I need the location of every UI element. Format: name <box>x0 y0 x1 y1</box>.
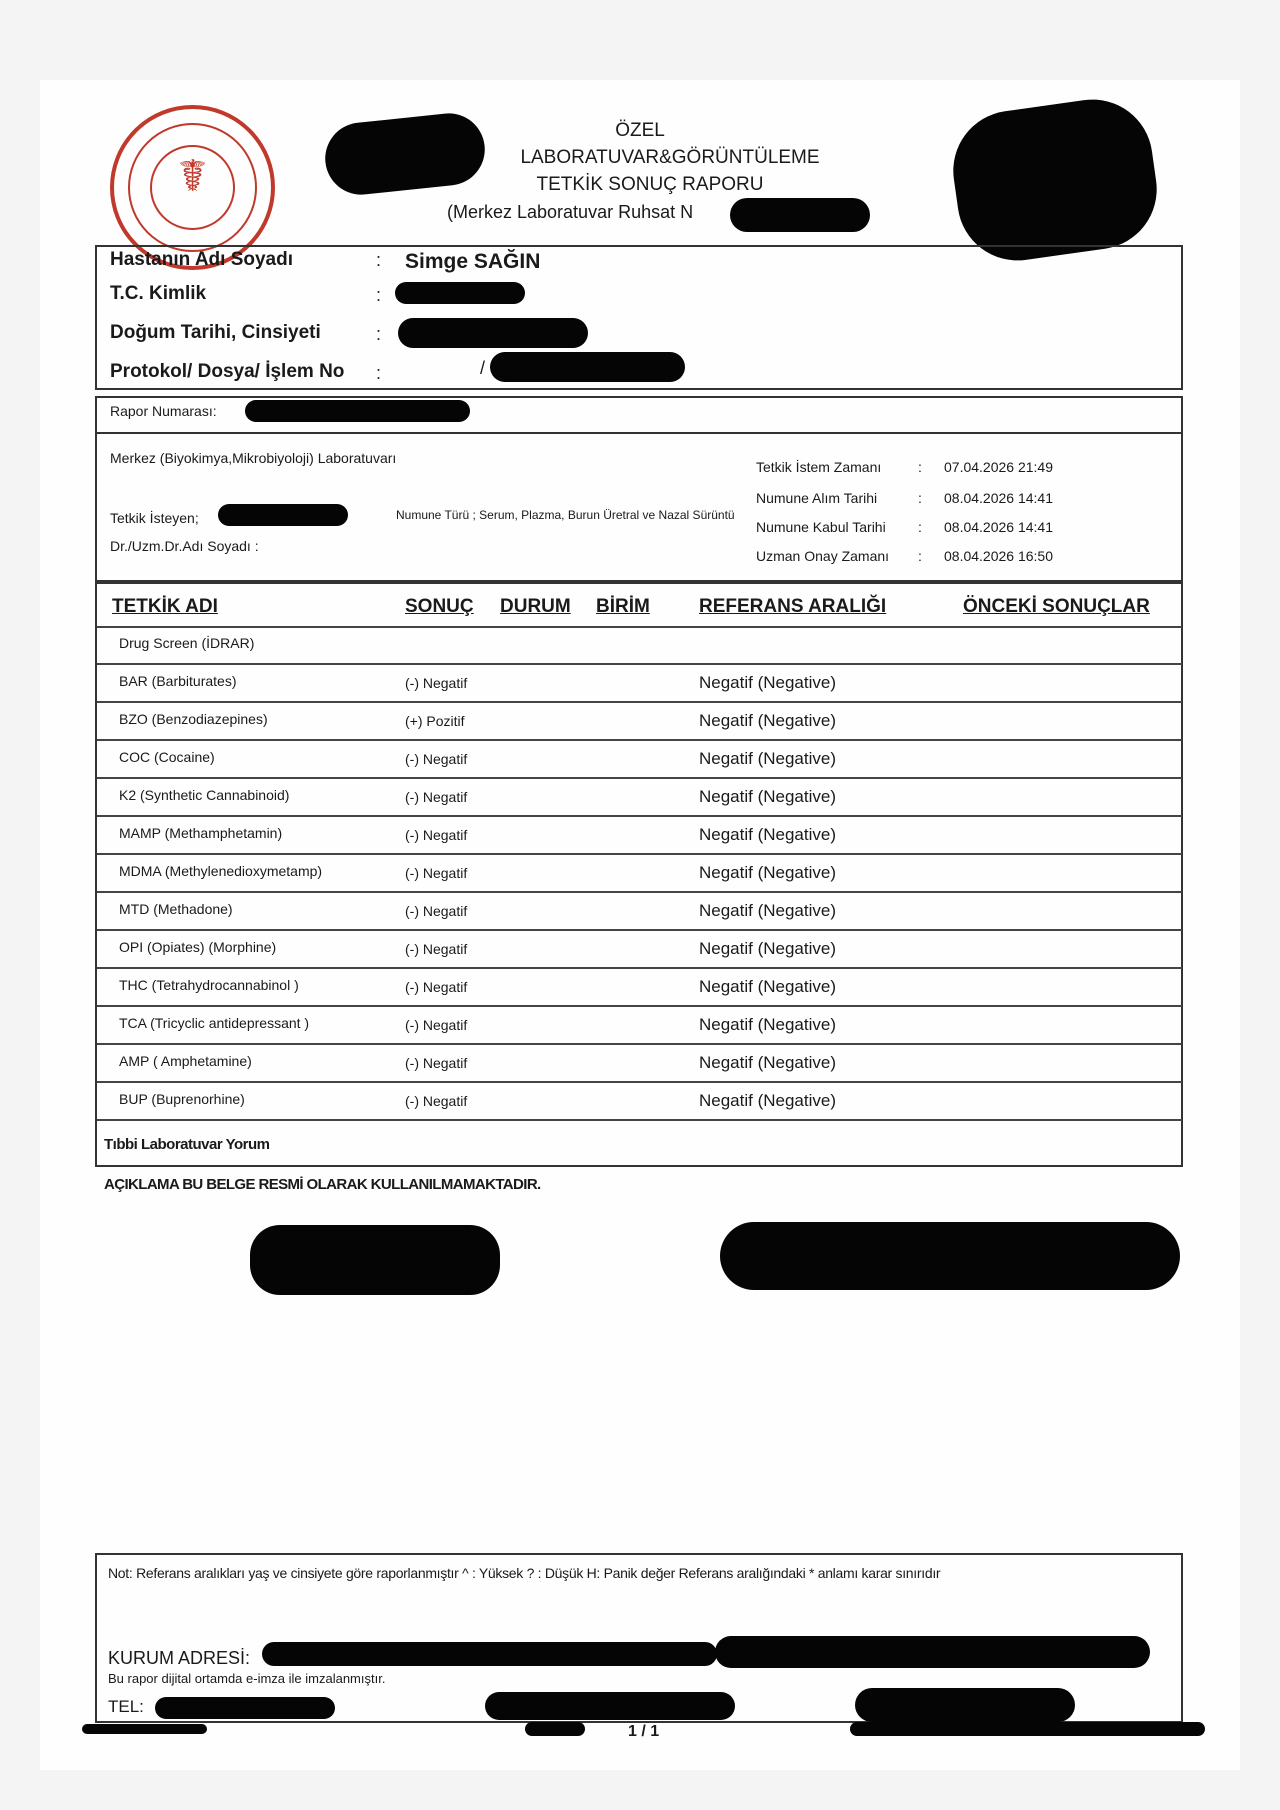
approval-time-value: 08.04.2026 16:50 <box>944 548 1053 564</box>
col-result: SONUÇ <box>405 596 474 617</box>
header-lab: LABORATUVAR&GÖRÜNTÜLEME <box>520 147 820 168</box>
redaction <box>82 1724 207 1734</box>
tel-label: TEL: <box>108 1697 144 1716</box>
table-row: K2 (Synthetic Cannabinoid) (-) Negatif Negatif (Negative) <box>97 779 1182 817</box>
table-row: COC (Cocaine) (-) Negatif Negatif (Negative) <box>97 741 1182 779</box>
accept-date-label: Numune Kabul Tarihi <box>756 519 886 535</box>
protocol-label: Protokol/ Dosya/ İşlem No <box>110 361 345 382</box>
page-number: 1 / 1 <box>628 1723 660 1740</box>
table-row: MTD (Methadone) (-) Negatif Negatif (Negative) <box>97 893 1182 931</box>
request-time-label: Tetkik İstem Zamanı <box>756 459 882 475</box>
approval-time-label: Uzman Onay Zamanı <box>756 548 890 564</box>
group-name: Drug Screen (İDRAR) <box>119 635 255 651</box>
redaction <box>485 1692 735 1720</box>
redaction <box>730 198 870 232</box>
col-reference: REFERANS ARALIĞI <box>699 596 887 617</box>
lab-name: Merkez (Biyokimya,Mikrobiyoloji) Laboratuvarı <box>110 450 397 466</box>
signature-redaction <box>250 1225 500 1295</box>
redaction <box>855 1688 1075 1722</box>
redaction <box>155 1697 335 1719</box>
reference-note: Not: Referans aralıkları yaş ve cinsiyete göre raporlanmıştır ^ : Yüksek ? : Düşük H: Panik değer Referans aralığındaki * anlamı karar sınırıdır <box>108 1565 941 1581</box>
table-row: THC (Tetrahydrocannabinol ) (-) Negatif Negatif (Negative) <box>97 969 1182 1007</box>
tc-label: T.C. Kimlik <box>110 283 207 304</box>
lab-comment-label: Tıbbi Laboratuvar Yorum <box>104 1136 270 1153</box>
redaction <box>715 1636 1150 1668</box>
redaction <box>218 504 348 526</box>
table-row: BZO (Benzodiazepines) (+) Pozitif Negatif (Negative) <box>97 703 1182 741</box>
table-row: MDMA (Methylenedioxymetamp) (-) Negatif Negatif (Negative) <box>97 855 1182 893</box>
redaction <box>398 318 588 348</box>
report-number-label: Rapor Numarası: <box>110 403 217 419</box>
ministry-seal-icon: ☤ <box>110 105 275 270</box>
sample-date-label: Numune Alım Tarihi <box>756 490 878 506</box>
table-row: OPI (Opiates) (Morphine) (-) Negatif Negatif (Negative) <box>97 931 1182 969</box>
table-group-row <box>97 627 1182 665</box>
accept-date-value: 08.04.2026 14:41 <box>944 519 1053 535</box>
patient-name-label: Hastanın Adı Soyadı <box>110 249 293 270</box>
redaction <box>245 400 470 422</box>
e-signature-note: Bu rapor dijital ortamda e-imza ile imzalanmıştır. <box>108 1671 386 1686</box>
col-previous: ÖNCEKİ SONUÇLAR <box>963 596 1150 617</box>
dob-gender-label: Doğum Tarihi, Cinsiyeti <box>110 322 321 343</box>
request-time-value: 07.04.2026 21:49 <box>944 459 1053 475</box>
header-license: (Merkez Laboratuvar Ruhsat N <box>447 202 694 222</box>
table-row: BAR (Barbiturates) (-) Negatif Negatif (Negative) <box>97 665 1182 703</box>
table-row: AMP ( Amphetamine) (-) Negatif Negatif (Negative) <box>97 1045 1182 1083</box>
redaction <box>525 1722 585 1736</box>
address-label: KURUM ADRESİ: <box>108 1648 251 1668</box>
col-status: DURUM <box>500 596 571 617</box>
sample-date-value: 08.04.2026 14:41 <box>944 490 1053 506</box>
redaction <box>490 352 685 382</box>
official-use-notice: AÇIKLAMA BU BELGE RESMİ OLARAK KULLANILMAMAKTADIR. <box>104 1176 541 1193</box>
redaction <box>395 282 525 304</box>
table-row: MAMP (Methamphetamin) (-) Negatif Negatif (Negative) <box>97 817 1182 855</box>
table-row: BUP (Buprenorhine) (-) Negatif Negatif (Negative) <box>97 1083 1182 1121</box>
redaction <box>850 1722 1205 1736</box>
signature-redaction <box>720 1222 1180 1290</box>
header-ozel: ÖZEL <box>615 120 665 141</box>
sample-type: Numune Türü ; Serum, Plazma, Burun Üretral ve Nazal Sürüntü <box>396 508 735 522</box>
col-test-name: TETKİK ADI <box>112 596 218 617</box>
doctor-label: Dr./Uzm.Dr.Adı Soyadı : <box>110 538 259 554</box>
patient-name-value: Simge SAĞIN <box>405 250 541 273</box>
col-unit: BİRİM <box>596 596 650 617</box>
header-title: TETKİK SONUÇ RAPORU <box>536 174 764 195</box>
redaction <box>262 1642 717 1666</box>
table-row: TCA (Tricyclic antidepressant ) (-) Negatif Negatif (Negative) <box>97 1007 1182 1045</box>
requester-label: Tetkik İsteyen; <box>110 510 199 526</box>
